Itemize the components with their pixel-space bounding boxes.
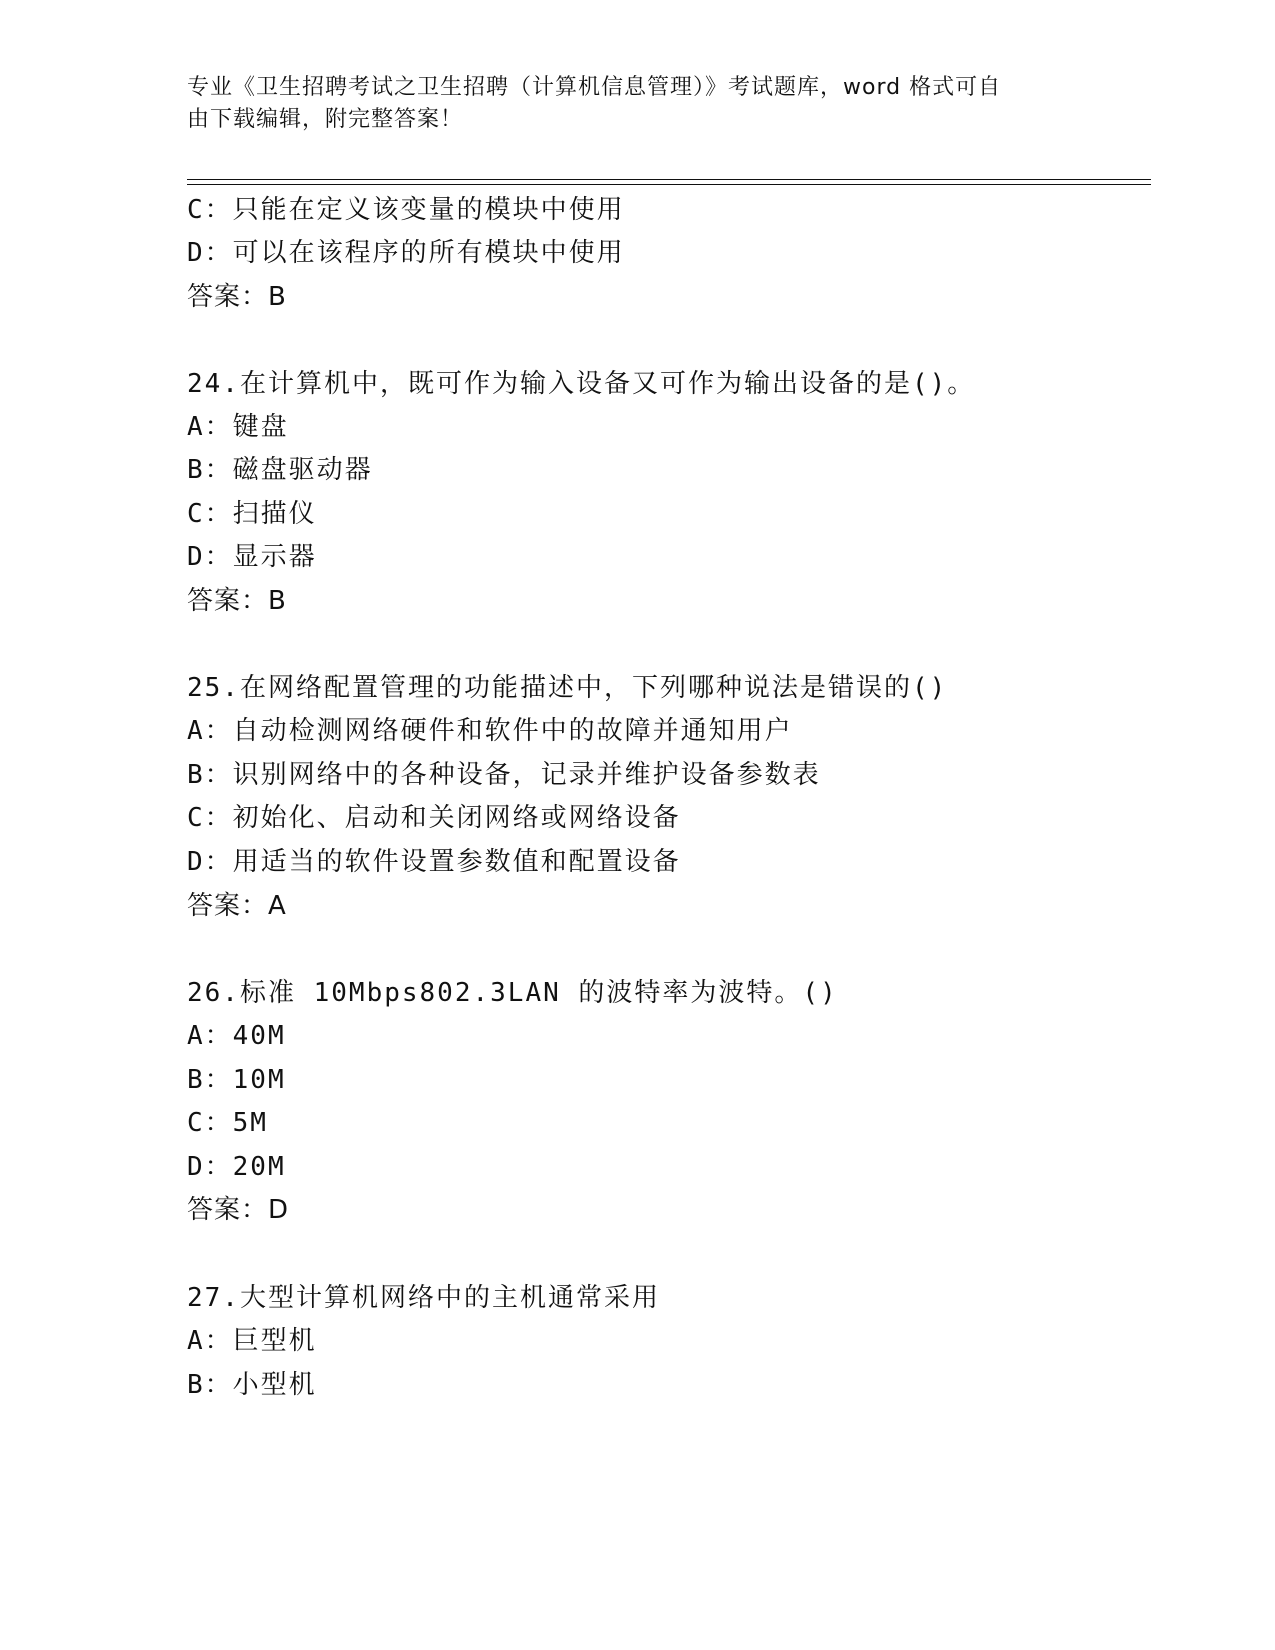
answer: 答案：B [187,586,287,616]
answer: 答案：A [187,891,287,921]
question-text: 24.在计算机中，既可作为输入设备又可作为输出设备的是()。 [187,369,976,399]
option-c: C：扫描仪 [187,499,317,529]
option-a: A：键盘 [187,412,289,442]
option-c: C：只能在定义该变量的模块中使用 [187,195,625,225]
option-c: C：5M [187,1108,268,1138]
header-line-2: 由下载编辑，附完整答案！ [187,107,464,132]
option-a: A：自动检测网络硬件和软件中的故障并通知用户 [187,716,793,746]
option-d: D：可以在该程序的所有模块中使用 [187,238,625,268]
option-b: B：10M [187,1065,286,1095]
option-b: B：小型机 [187,1370,317,1400]
option-b: B：磁盘驱动器 [187,455,373,485]
question-text: 26.标准 10Mbps802.3LAN 的波特率为波特。() [187,978,838,1008]
question-text: 27.大型计算机网络中的主机通常采用 [187,1283,660,1313]
header-divider-bottom [187,184,1151,185]
option-d: D：显示器 [187,542,317,572]
option-a: A：40M [187,1021,286,1051]
question-text: 25.在网络配置管理的功能描述中，下列哪种说法是错误的() [187,673,948,703]
option-d: D：用适当的软件设置参数值和配置设备 [187,847,681,877]
answer: 答案：B [187,282,287,312]
option-a: A：巨型机 [187,1326,317,1356]
header-divider-top [187,179,1151,180]
header-line-1: 专业《卫生招聘考试之卫生招聘（计算机信息管理）》考试题库，word 格式可自 [187,75,1002,100]
option-d: D：20M [187,1152,286,1182]
document-header [187,72,1067,136]
option-c: C：初始化、启动和关闭网络或网络设备 [187,803,681,833]
answer: 答案：D [187,1195,290,1225]
option-b: B：识别网络中的各种设备，记录并维护设备参数表 [187,760,821,790]
